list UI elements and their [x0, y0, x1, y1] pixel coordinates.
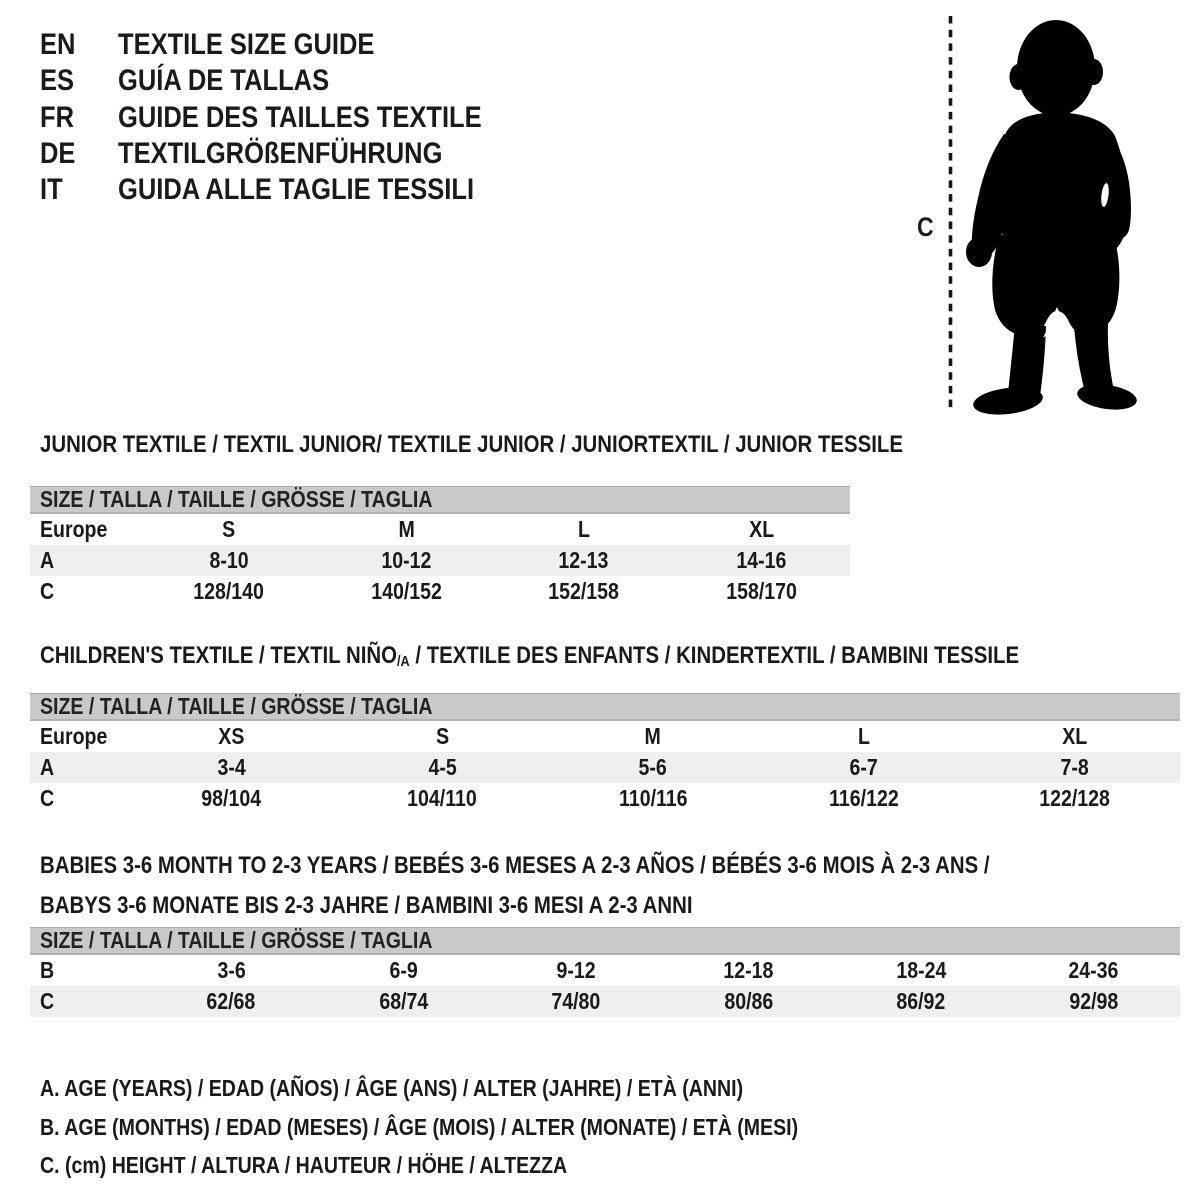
size-value: S — [222, 516, 236, 542]
height-value: 140/152 — [370, 578, 442, 604]
height-value: 68/74 — [379, 988, 429, 1014]
table-row — [30, 752, 1180, 783]
lang-title-es: GUÍA DE TALLAS — [118, 64, 330, 98]
size-value: XL — [1062, 723, 1088, 749]
age-value: 3-4 — [217, 754, 246, 780]
table-row — [30, 514, 850, 545]
row-label: A — [40, 547, 55, 573]
table-row — [30, 576, 850, 607]
height-measure-label: C — [917, 212, 934, 242]
age-months-value: 24-36 — [1068, 957, 1119, 983]
height-value: 86/92 — [896, 988, 946, 1014]
junior-size-table — [30, 486, 850, 607]
height-value: 104/110 — [407, 785, 477, 811]
legend-line-c: C. (cm) HEIGHT / ALTURA / HAUTEUR / HÖHE / ALTEZZA — [40, 1152, 568, 1179]
table-row — [30, 783, 1180, 814]
age-value: 7-8 — [1060, 754, 1089, 780]
height-value: 122/128 — [1039, 785, 1110, 811]
junior-section-title: JUNIOR TEXTILE / TEXTIL JUNIOR/ TEXTILE JUNIOR / JUNIORTEXTIL / JUNIOR TESSILE — [40, 431, 903, 458]
size-value: L — [577, 516, 590, 542]
age-value: 4-5 — [428, 754, 457, 780]
babies-title-line1: BABIES 3-6 MONTH TO 2-3 YEARS / BEBÉS 3-6 MESES A 2-3 AÑOS / BÉBÉS 3-6 MOIS À 2-3 ANS / — [40, 852, 990, 879]
height-value: 98/104 — [201, 785, 262, 811]
lang-row-de — [40, 136, 546, 172]
age-months-value: 18-24 — [896, 957, 947, 983]
children-section-title — [40, 643, 1192, 672]
lang-code-it: IT — [40, 173, 63, 207]
legend-line-a: A. AGE (YEARS) / EDAD (AÑOS) / ÂGE (ANS) / ALTER (JAHRE) / ETÀ (ANNI) — [40, 1075, 744, 1101]
lang-title-it: GUIDA ALLE TAGLIE TESSILI — [118, 173, 475, 207]
size-value: XS — [218, 723, 245, 749]
age-months-value: 12-18 — [723, 957, 774, 983]
row-label: C — [40, 578, 55, 604]
size-value: M — [644, 723, 662, 749]
age-value: 6-7 — [849, 754, 878, 780]
children-title-sub: /A — [396, 653, 410, 670]
size-value: XL — [748, 516, 774, 542]
lang-row-fr — [40, 100, 546, 136]
table-row — [30, 955, 1180, 986]
age-value: 10-12 — [381, 547, 432, 573]
height-value: 92/98 — [1069, 988, 1119, 1014]
toddler-silhouette — [966, 20, 1138, 418]
toddler-figure-graphic — [915, 10, 1150, 420]
height-value: 74/80 — [551, 988, 601, 1014]
lang-row-en — [40, 27, 546, 63]
lang-title-fr: GUIDE DES TAILLES TEXTILE — [118, 100, 482, 134]
lang-code-de: DE — [40, 136, 76, 170]
height-value: 128/140 — [193, 578, 265, 604]
junior-size-table-header: SIZE / TALLA / TAILLE / GRÖSSE / TAGLIA — [30, 486, 850, 514]
measurement-legend — [40, 1069, 932, 1185]
height-value: 80/86 — [724, 988, 774, 1014]
lang-row-it — [40, 172, 546, 208]
children-title-main: CHILDREN'S TEXTILE / TEXTIL NIÑO — [40, 642, 397, 669]
children-size-table — [30, 693, 1180, 814]
lang-code-en: EN — [40, 28, 76, 61]
legend-line-b: B. AGE (MONTHS) / EDAD (MESES) / ÂGE (MOIS) / ALTER (MONATE) / ETÀ (MESI) — [40, 1113, 799, 1140]
lang-code-fr: FR — [40, 100, 74, 134]
age-value: 12-13 — [558, 547, 609, 573]
lang-row-es — [40, 63, 546, 99]
row-label: Europe — [40, 723, 108, 749]
size-value: L — [857, 723, 870, 749]
height-value: 158/170 — [725, 578, 797, 604]
lang-title-en: TEXTILE SIZE GUIDE — [118, 28, 375, 61]
children-title-rest: / TEXTILE DES ENFANTS / KINDERTEXTIL / BAMBINI TESSILE — [409, 642, 1020, 669]
babies-size-table-header: SIZE / TALLA / TAILLE / GRÖSSE / TAGLIA — [30, 927, 1180, 955]
table-row — [30, 986, 1180, 1017]
height-value: 116/122 — [828, 785, 899, 811]
row-label: A — [40, 754, 55, 780]
babies-section-title — [40, 846, 1157, 925]
babies-title-line2: BABYS 3-6 MONATE BIS 2-3 JAHRE / BAMBINI 3-6 MESI A 2-3 ANNI — [40, 891, 693, 919]
babies-size-table — [30, 927, 1180, 1017]
row-label: Europe — [40, 516, 108, 542]
age-months-value: 6-9 — [389, 957, 418, 983]
lang-title-de: TEXTILGRÖßENFÜHRUNG — [118, 136, 443, 170]
age-value: 8-10 — [209, 547, 249, 573]
table-row — [30, 545, 850, 576]
height-value: 62/68 — [206, 988, 256, 1014]
height-value: 110/116 — [618, 785, 688, 811]
language-title-list — [40, 27, 546, 208]
lang-code-es: ES — [40, 64, 75, 98]
age-value: 5-6 — [638, 754, 668, 780]
row-label: B — [40, 957, 55, 983]
age-value: 14-16 — [736, 547, 787, 573]
row-label: C — [40, 988, 55, 1014]
children-size-table-header: SIZE / TALLA / TAILLE / GRÖSSE / TAGLIA — [30, 693, 1180, 721]
row-label: C — [40, 785, 55, 811]
age-months-value: 3-6 — [217, 957, 246, 983]
height-value: 152/158 — [548, 578, 620, 604]
size-value: M — [398, 516, 415, 542]
size-value: S — [435, 723, 449, 749]
table-row — [30, 721, 1180, 752]
age-months-value: 9-12 — [556, 957, 596, 983]
